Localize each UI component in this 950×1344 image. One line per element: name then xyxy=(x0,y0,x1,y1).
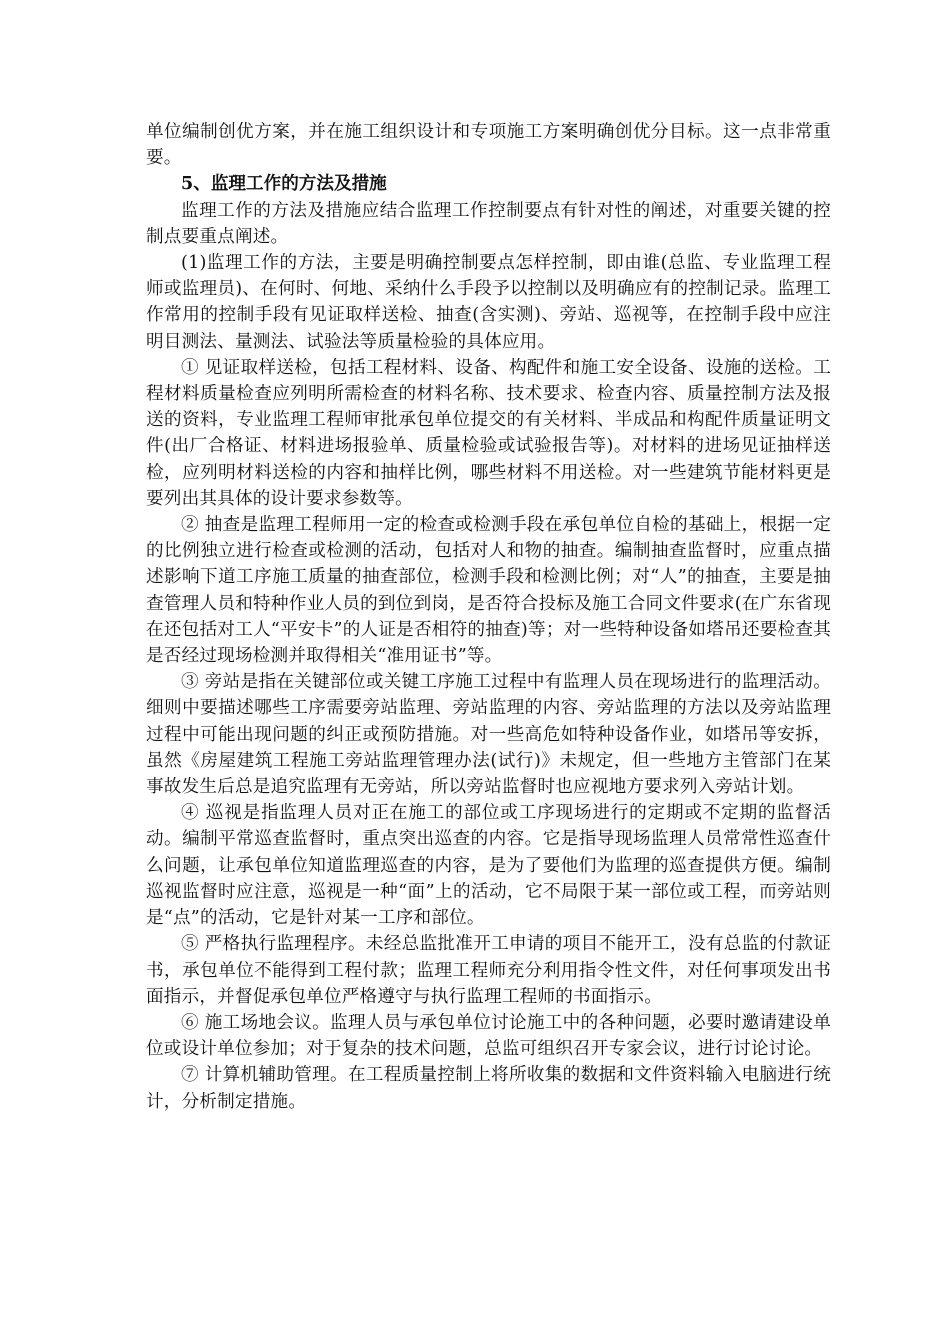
paragraph-sampling: ① 见证取样送检，包括工程材料、设备、构配件和施工安全设备、设施的送检。工程材料质量检查应列明所需检查的材料名称、技术要求、检查内容、质量控制方法及报送的资料，专业监理工程师审批承包单位提交的有关材料、半成品和构配件质量证明文件(出厂合格证、材料进场报验单、质量检验或试验报告等)。对材料的进场见证抽样送检，应列明材料送检的内容和抽样比例，哪些材料不用送检。对一些建筑节能材料更是要列出其具体的设计要求参数等。 xyxy=(146,357,831,509)
section-heading: 5、监理工作的方法及措施 xyxy=(181,173,387,195)
paragraph-computer-aided: ⑦ 计算机辅助管理。在工程质量控制上将所收集的数据和文件资料输入电脑进行统计，分析制定措施。 xyxy=(146,1065,831,1112)
paragraph-methods: (1)监理工作的方法，主要是明确控制要点怎样控制，即由谁(总监、专业监理工程师或监理员)、在何时、何地、采纳什么手段予以控制以及明确应有的控制记录。监理工作常用的控制手段有见证取样送检、抽查(含实测)、旁站、巡视等，在控制手段中应注明目测法、量测法、试验法等质量检验的具体应用。 xyxy=(146,253,831,352)
paragraph-spot-check: ② 抽查是监理工程师用一定的检查或检测手段在承包单位自检的基础上，根据一定的比例独立进行检查或检测的活动，包括对人和物的抽查。编制抽查监督时，应重点描述影响下道工序施工质量的抽查部位，检测手段和检测比例；对“人”的抽查，主要是抽查管理人员和特种作业人员的到位到岗，是否符合投标及施工合同文件要求(在广东省现在还包括对工人“平安卡”的人证是否相符的抽查)等；对一些特种设备如塔吊还要检查其是否经过现场检测并取得相关“准用证书”等。 xyxy=(146,515,831,667)
paragraph-patrol: ④ 巡视是指监理人员对正在施工的部位或工序现场进行的定期或不定期的监督活动。编制平常巡查监督时，重点突出巡查的内容。它是指导现场监理人员常常性巡查什么问题，让承包单位知道监理巡查的内容，是为了要他们为监理的巡查提供方便。编制巡视监督时应注意，巡视是一种“面”上的活动，它不局限于某一部位或工程，而旁站则是“点”的活动，它是针对某一工序和部位。 xyxy=(146,803,831,929)
paragraph-site-meeting: ⑥ 施工场地会议。监理人员与承包单位讨论施工中的各种问题，必要时邀请建设单位或设计单位参加；对于复杂的技术问题，总监可组织召开专家会议，进行讨论讨论。 xyxy=(146,1012,831,1060)
document-page xyxy=(146,119,831,1115)
paragraph-procedure: ⑤ 严格执行监理程序。未经总监批准开工申请的项目不能开工，没有总监的付款证书，承包单位不能得到工程付款；监理工程师充分利用指令性文件，对任何事项发出书面指示，并督促承包单位严格遵守与执行监理工程师的书面指示。 xyxy=(146,934,831,1007)
paragraph-intro: 单位编制创优方案，并在施工组织设计和专项施工方案明确创优分目标。这一点非常重要。 xyxy=(146,122,831,169)
paragraph-side-station: ③ 旁站是指在关键部位或关键工序施工过程中有监理人员在现场进行的监理活动。细则中要描述哪些工序需要旁站监理、旁站监理的内容、旁站监理的方法以及旁站监理过程中可能出现问题的纠正或预防措施。对一些高危如特种设备作业，如塔吊等安拆，虽然《房屋建筑工程施工旁站监理管理办法(试行)》未规定，但一些地方主管部门在某事故发生后总是追究监理有无旁站，所以旁站监督时也应视地方要求列入旁站计划。 xyxy=(146,672,831,798)
paragraph-overview: 监理工作的方法及措施应结合监理工作控制要点有针对性的阐述，对重要关键的控制点要重点阐述。 xyxy=(146,200,831,247)
